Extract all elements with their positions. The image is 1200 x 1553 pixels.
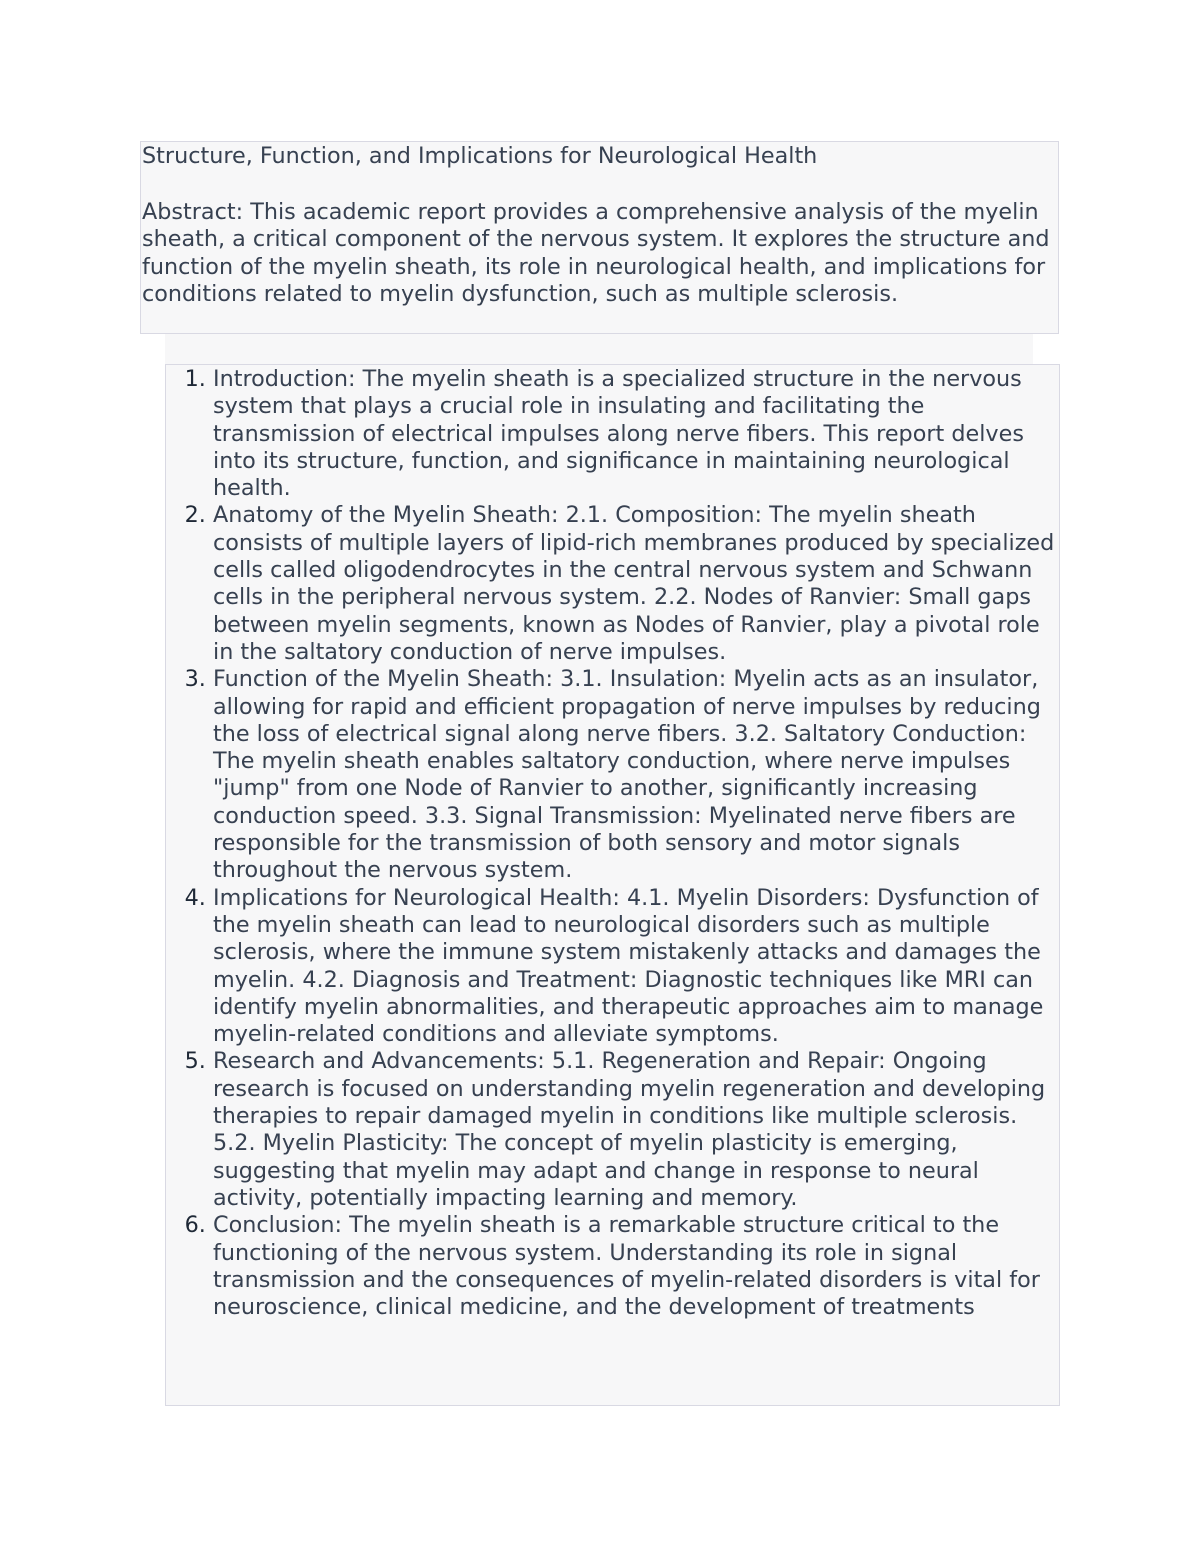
- blank-line: [142, 171, 1058, 199]
- section-function: 3. Function of the Myelin Sheath: 3.1. Insulation: Myelin acts as an insulator, allowing for rapid and efficient propagation of nerve impulses by reducing the loss of electrical signal along nerve fibers. 3.2. Saltatory Conduction: The myelin sheath enables saltatory conduction, where nerve impulses "jump" from one Node of Ranvier to another, significantly increasing conduction speed. 3.3. Signal Transmission: Myelinated nerve fibers are responsible for the transmission of both sensory and motor signals throughout the nervous system.: [213, 666, 1059, 884]
- header-block: [140, 141, 1059, 334]
- section-research: 5. Research and Advancements: 5.1. Regeneration and Repair: Ongoing research is focused on understanding myelin regeneration and developing therapies to repair damaged myelin in conditions like multiple sclerosis. 5.2. Myelin Plasticity: The concept of myelin plasticity is emerging, suggesting that myelin may adapt and change in response to neural activity, potentially impacting learning and memory.: [213, 1048, 1059, 1212]
- document-title: Structure, Function, and Implications for Neurological Health: [142, 143, 818, 169]
- section-anatomy: 2. Anatomy of the Myelin Sheath: 2.1. Composition: The myelin sheath consists of multiple layers of lipid-rich membranes produced by specialized cells called oligodendrocytes in the central nervous system and Schwann cells in the peripheral nervous system. 2.2. Nodes of Ranvier: Small gaps between myelin segments, known as Nodes of Ranvier, play a pivotal role in the saltatory conduction of nerve impulses.: [213, 502, 1059, 666]
- section-conclusion: 6. Conclusion: The myelin sheath is a remarkable structure critical to the functioning of the nervous system. Understanding its role in signal transmission and the consequences of myelin-related disorders is vital for neuroscience, clinical medicine, and the development of treatments: [213, 1212, 1059, 1321]
- abstract-paragraph: Abstract: This academic report provides a comprehensive analysis of the myelin sheath, a critical component of the nervous system. It explores the structure and function of the myelin sheath, its role in neurological health, and implications for conditions related to myelin dysfunction, such as multiple sclerosis.: [142, 198, 1050, 308]
- sections-block: [165, 364, 1060, 1406]
- section-introduction: 1. Introduction: The myelin sheath is a specialized structure in the nervous system that plays a crucial role in insulating and facilitating the transmission of electrical impulses along nerve fibers. This report delves into its structure, function, and significance in maintaining neurological health.: [213, 366, 1059, 502]
- section-implications: 4. Implications for Neurological Health: 4.1. Myelin Disorders: Dysfunction of the myelin sheath can lead to neurological disorders such as multiple sclerosis, where the immune system mistakenly attacks and damages the myelin. 4.2. Diagnosis and Treatment: Diagnostic techniques like MRI can identify myelin abnormalities, and therapeutic approaches aim to manage myelin-related conditions and alleviate symptoms.: [213, 885, 1059, 1049]
- block-gap: [165, 334, 1033, 364]
- sections-list: [166, 365, 1059, 1321]
